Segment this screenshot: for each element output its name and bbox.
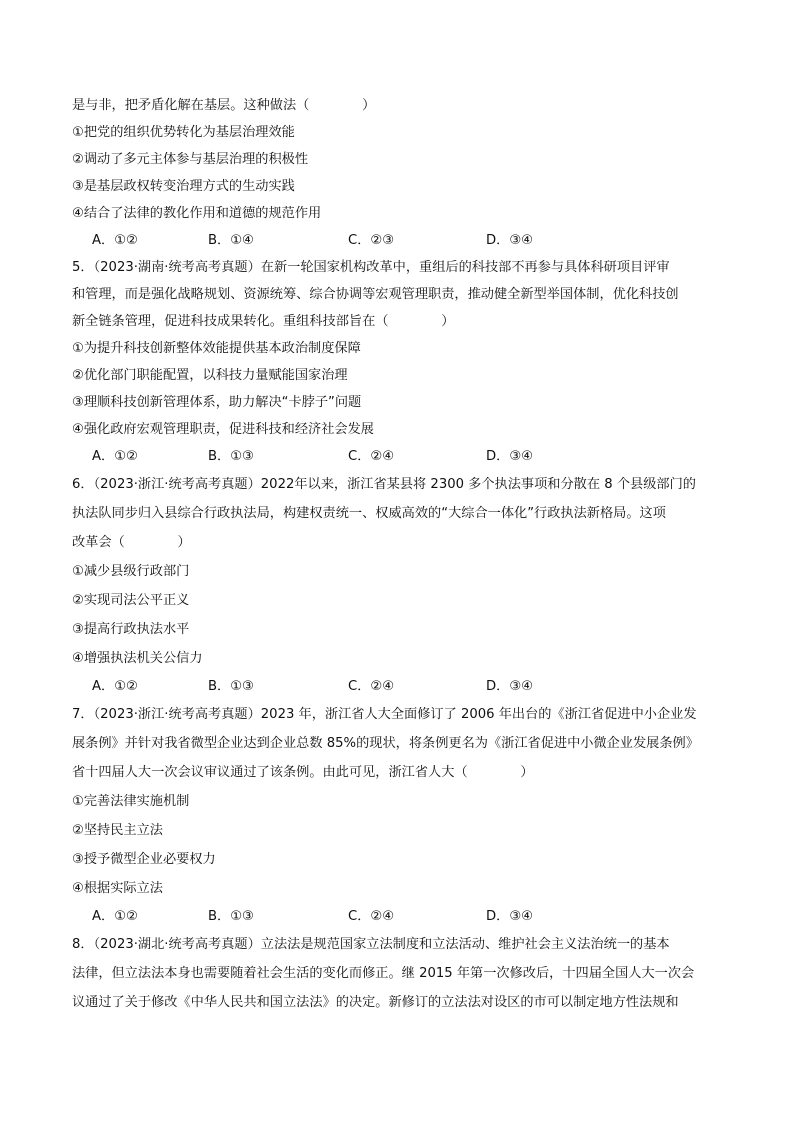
q4-item-1: ①把党的组织优势转化为基层治理效能: [72, 125, 295, 140]
q6-stem-line-1: 6．（2023·浙江·统考高考真题）2022年以来，浙江省某县将 2300 多个执法事项和分散在 8 个县级部门的: [72, 477, 696, 492]
q6-stem-line-2: 执法队同步归入县综合行政执法局，构建权责统一、权威高效的“大综合一体化”行政执法新格局。这项: [72, 506, 666, 521]
q5-stem-line-3: 新全链条管理，促进科技成果转化。重组科技部旨在（ ）: [72, 314, 455, 329]
q7-item-3: ③授予微型企业必要权力: [72, 852, 216, 867]
q4-option-d[interactable]: D．③④: [486, 233, 533, 248]
q8-stem-line-3: 议通过了关于修改《中华人民共和国立法法》的决定。新修订的立法法对设区的市可以制定地方性法规和: [72, 995, 679, 1010]
q5-stem-line-2: 和管理，而是强化战略规划、资源统筹、综合协调等宏观管理职责，推动健全新型举国体制，优化科技创: [72, 287, 679, 302]
q4-item-4: ④结合了法律的教化作用和道德的规范作用: [72, 206, 322, 221]
q7-item-4: ④根据实际立法: [72, 881, 163, 896]
q6-option-c[interactable]: C．②④: [348, 679, 395, 694]
q7-options: [72, 903, 724, 930]
document-page: [72, 92, 724, 1017]
q4-option-b[interactable]: B．①④: [208, 233, 254, 248]
q7-option-a[interactable]: A．①②: [92, 909, 138, 924]
q7-option-b[interactable]: B．①③: [208, 909, 254, 924]
q6-option-a[interactable]: A．①②: [92, 679, 138, 694]
q6-option-d[interactable]: D．③④: [486, 679, 533, 694]
q6-item-1: ①减少县级行政部门: [72, 564, 190, 579]
q5-item-1: ①为提升科技创新整体效能提供基本政治制度保障: [72, 341, 361, 356]
q5-item-2: ②优化部门职能配置，以科技力量赋能国家治理: [72, 368, 348, 383]
q5-item-4: ④强化政府宏观管理职责，促进科技和经济社会发展: [72, 422, 374, 437]
q7-stem-line-2: 展条例》并针对我省微型企业达到企业总数 85%的现状，将条例更名为《浙江省促进中小微企业发展条例》: [72, 736, 699, 751]
q8-stem-line-2: 法律，但立法法本身也需要随着社会生活的变化而修正。继 2015 年第一次修改后，十四届全国人大一次会: [72, 966, 695, 981]
q6-options: [72, 673, 724, 700]
q6-item-2: ②实现司法公平正义: [72, 593, 190, 608]
q4-item-3: ③是基层政权转变治理方式的生动实践: [72, 179, 295, 194]
q5-option-a[interactable]: A．①②: [92, 449, 138, 464]
q4-options: [72, 227, 724, 254]
q5-option-b[interactable]: B．①③: [208, 449, 254, 464]
q5-item-3: ③理顺科技创新管理体系，助力解决“卡脖子”问题: [72, 395, 362, 410]
q7-stem-line-1: 7．（2023·浙江·统考高考真题）2023 年，浙江省人大全面修订了 2006 年出台的《浙江省促进中小企业发: [72, 707, 697, 722]
q7-item-2: ②坚持民主立法: [72, 823, 163, 838]
q6-option-b[interactable]: B．①③: [208, 679, 254, 694]
q4-option-c[interactable]: C．②③: [348, 233, 395, 248]
q7-option-c[interactable]: C．②④: [348, 909, 395, 924]
q5-option-c[interactable]: C．②④: [348, 449, 395, 464]
q4-item-2: ②调动了多元主体参与基层治理的积极性: [72, 152, 309, 167]
q7-option-d[interactable]: D．③④: [486, 909, 533, 924]
q5-options: [72, 443, 724, 470]
q4-option-a[interactable]: A．①②: [92, 233, 138, 248]
q7-stem-line-3: 省十四届人大一次会议审议通过了该条例。由此可见，浙江省人大（ ）: [72, 765, 534, 780]
q6-stem-line-3: 改革会（ ）: [72, 535, 191, 550]
q6-item-4: ④增强执法机关公信力: [72, 651, 203, 666]
q7-item-1: ①完善法律实施机制: [72, 794, 190, 809]
q6-item-3: ③提高行政执法水平: [72, 622, 190, 637]
q5-option-d[interactable]: D．③④: [486, 449, 533, 464]
q5-stem-line-1: 5．（2023·湖南·统考高考真题）在新一轮国家机构改革中，重组后的科技部不再参与具体科研项目评审: [72, 260, 670, 275]
q4-stem-tail: 是与非，把矛盾化解在基层。这种做法（ ）: [72, 98, 376, 113]
q8-stem-line-1: 8．（2023·湖北·统考高考真题）立法法是规范国家立法制度和立法活动、维护社会主义法治统一的基本: [72, 937, 670, 952]
